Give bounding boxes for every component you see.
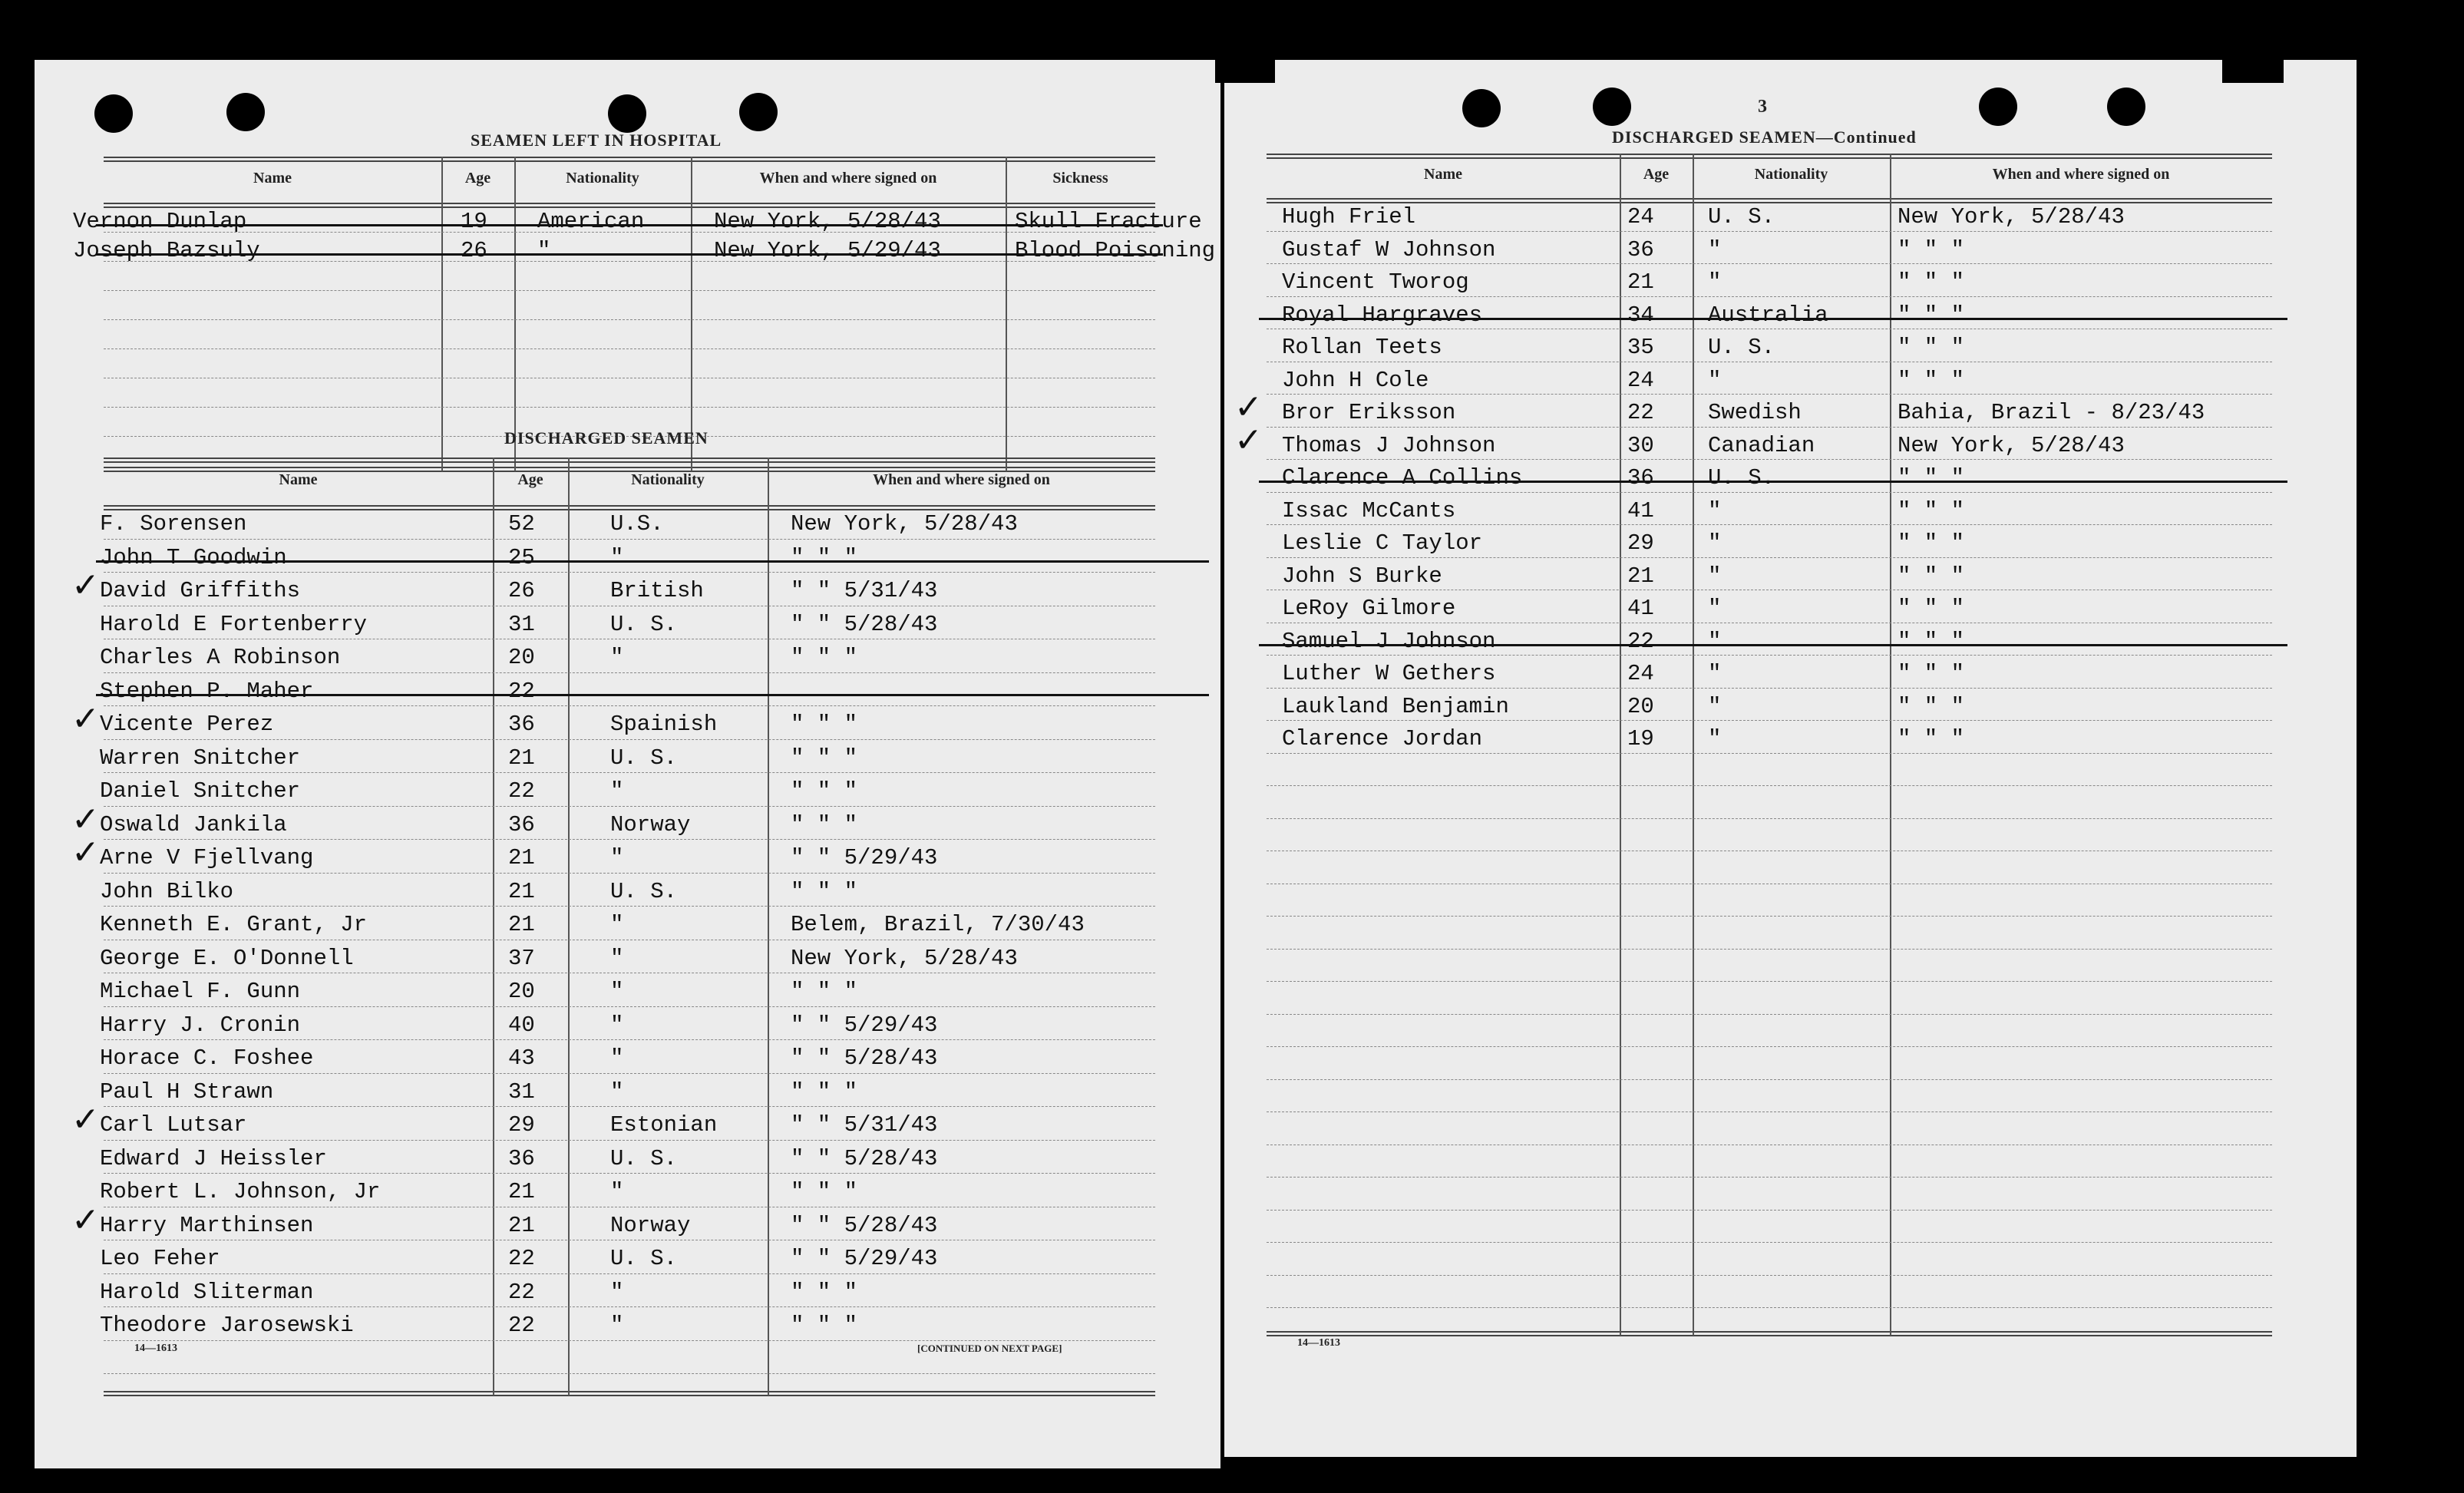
seaman-name: Harry Marthinsen	[100, 1212, 314, 1238]
signed-on: New York, 5/28/43	[1898, 432, 2125, 458]
punch-hole	[2107, 88, 2145, 126]
ruled-line	[104, 319, 1155, 320]
signed-on: New York, 5/29/43	[714, 238, 941, 263]
seaman-name: Edward J Heissler	[100, 1145, 327, 1171]
ruled-line	[104, 772, 1155, 773]
signed-on: " " 5/28/43	[791, 1212, 938, 1238]
signed-on: New York, 5/28/43	[714, 209, 941, 234]
seaman-name: Robert L. Johnson, Jr	[100, 1179, 381, 1204]
signed-on: " " "	[1898, 726, 1965, 751]
seaman-name: Theodore Jarosewski	[100, 1313, 354, 1338]
signed-on: " " 5/31/43	[791, 1112, 938, 1138]
seaman-nationality: "	[1708, 596, 1722, 621]
seaman-age: 37	[508, 945, 535, 971]
seaman-age: 25	[508, 544, 535, 570]
seaman-name: Hugh Friel	[1282, 204, 1416, 230]
hospital-title: SEAMEN LEFT IN HOSPITAL	[471, 130, 722, 150]
sickness: Skull Fracture	[1015, 209, 1202, 234]
ruled-line	[1267, 981, 2272, 982]
seaman-name: Warren Snitcher	[100, 745, 301, 771]
seaman-age: 22	[508, 1279, 535, 1305]
seaman-nationality: Swedish	[1708, 400, 1802, 425]
seaman-name: John Bilko	[100, 878, 234, 904]
column-header: Age	[517, 471, 543, 488]
seaman-nationality: "	[1708, 269, 1722, 295]
seaman-age: 52	[508, 511, 535, 537]
ruled-line	[104, 290, 1155, 291]
ruled-line	[1267, 1046, 2272, 1047]
column-divider	[691, 157, 692, 471]
table-header-rule	[104, 203, 1155, 208]
signed-on: " " "	[791, 712, 858, 737]
table-header-rule	[1267, 198, 2272, 203]
column-header: Nationality	[566, 170, 639, 187]
discharged-continued-table	[1234, 154, 2272, 1336]
seaman-age: 21	[508, 878, 535, 904]
signed-on: " " "	[1898, 367, 1965, 393]
seaman-age: 21	[508, 745, 535, 771]
seaman-nationality: U. S.	[610, 878, 678, 904]
right-page	[1224, 60, 2357, 1457]
ruled-line	[104, 1173, 1155, 1174]
seaman-name: LeRoy Gilmore	[1282, 596, 1456, 621]
signed-on: " " "	[791, 544, 858, 570]
ruled-line	[1267, 785, 2272, 786]
table-top-rule	[104, 157, 1155, 162]
seaman-nationality: "	[610, 544, 624, 570]
signed-on: " " 5/28/43	[791, 611, 938, 637]
seaman-age: 22	[508, 1246, 535, 1271]
signed-on: " " 5/29/43	[791, 845, 938, 870]
seaman-name: Carl Lutsar	[100, 1112, 247, 1138]
seaman-age: 22	[1627, 628, 1654, 654]
ruled-line	[1267, 1307, 2272, 1308]
seaman-age: 22	[1627, 400, 1654, 425]
seaman-name: Daniel Snitcher	[100, 778, 301, 804]
seaman-nationality: "	[1708, 497, 1722, 524]
left-page	[35, 60, 1220, 1468]
column-header: Nationality	[631, 471, 705, 488]
seaman-name: John S Burke	[1282, 563, 1442, 589]
signed-on: " " "	[791, 979, 858, 1004]
punch-hole	[1593, 88, 1631, 126]
signed-on: " " "	[791, 645, 858, 670]
ruled-line	[1267, 655, 2272, 656]
seaman-name: Arne V Fjellvang	[100, 845, 314, 870]
seaman-age: 22	[508, 678, 535, 704]
signed-on: " " "	[791, 1313, 858, 1338]
seaman-age: 36	[508, 811, 535, 837]
ruled-line	[104, 1073, 1155, 1074]
column-header: Name	[253, 170, 292, 187]
signed-on: " " "	[1898, 596, 1965, 621]
table-top-rule	[104, 457, 1155, 463]
ruled-line	[104, 1340, 1155, 1341]
checkmark-icon: ✓	[71, 699, 100, 738]
seaman-age: 30	[1627, 432, 1654, 458]
ruled-line	[104, 672, 1155, 673]
strikethrough-line	[96, 253, 1163, 256]
checkmark-icon: ✓	[71, 833, 100, 872]
ruled-line	[1267, 1014, 2272, 1015]
seaman-age: 40	[508, 1012, 535, 1038]
seaman-nationality: "	[610, 912, 624, 937]
seaman-nationality: "	[610, 945, 624, 971]
seaman-age: 24	[1627, 661, 1654, 686]
seaman-age: 36	[1627, 465, 1654, 491]
table-bottom-rule	[1267, 1331, 2272, 1336]
seaman-nationality: "	[610, 1279, 624, 1305]
ruled-line	[104, 1039, 1155, 1040]
seaman-age: 26	[508, 578, 535, 603]
seaman-name: Vicente Perez	[100, 712, 274, 737]
seaman-nationality: U. S.	[1708, 335, 1775, 360]
seaman-nationality: U. S.	[610, 611, 678, 637]
seaman-name: Laukland Benjamin	[1282, 693, 1509, 719]
seaman-name: Samuel J Johnson	[1282, 628, 1496, 654]
seaman-name: Leslie C Taylor	[1282, 530, 1483, 556]
ruled-line	[104, 739, 1155, 740]
ruled-line	[104, 705, 1155, 706]
seaman-nationality: "	[610, 1078, 624, 1105]
seaman-nationality: "	[1708, 628, 1722, 654]
seaman-age: 24	[1627, 204, 1654, 230]
seaman-age: 20	[1627, 693, 1654, 719]
seaman-nationality: "	[1708, 367, 1722, 393]
seaman-name: Clarence A Collins	[1282, 465, 1523, 491]
seaman-age: 20	[508, 645, 535, 670]
column-header: When and where signed on	[1992, 166, 2170, 183]
signed-on: " " "	[791, 745, 858, 771]
signed-on: " " "	[1898, 465, 1965, 491]
ruled-line	[1267, 459, 2272, 460]
table-header-rule	[104, 505, 1155, 510]
seaman-age: 22	[508, 778, 535, 804]
ruled-line	[104, 1106, 1155, 1107]
column-divider	[1006, 157, 1007, 471]
seaman-name: Michael F. Gunn	[100, 979, 301, 1004]
seaman-age: 20	[508, 979, 535, 1004]
punch-hole	[1462, 89, 1501, 127]
ruled-line	[1267, 1275, 2272, 1276]
seaman-name: Harold E Fortenberry	[100, 611, 368, 637]
signed-on: " " "	[1898, 530, 1965, 556]
ruled-line	[1267, 524, 2272, 525]
seaman-name: Horace C. Foshee	[100, 1045, 314, 1071]
column-divider	[1890, 154, 1891, 1336]
seaman-age: 36	[508, 1145, 535, 1171]
seaman-name: Royal Hargraves	[1282, 302, 1483, 328]
seaman-nationality: British	[610, 578, 704, 603]
seaman-name: Kenneth E. Grant, Jr	[100, 912, 368, 937]
column-header: Age	[464, 170, 491, 187]
seaman-nationality: "	[610, 1179, 624, 1204]
seaman-age: 21	[1627, 563, 1654, 589]
signed-on: " " "	[791, 1179, 858, 1204]
seaman-nationality: Norway	[610, 1212, 691, 1238]
discharged-continued-title: DISCHARGED SEAMEN—Continued	[1612, 127, 1917, 147]
signed-on: Belem, Brazil, 7/30/43	[791, 912, 1085, 937]
column-divider	[514, 157, 516, 471]
signed-on: " " "	[1898, 563, 1965, 589]
seaman-age: 19	[461, 209, 487, 234]
ruled-line	[104, 1273, 1155, 1274]
seaman-age: 19	[1627, 726, 1654, 751]
seaman-nationality: American	[537, 209, 645, 234]
signed-on: " " "	[1898, 628, 1965, 654]
signed-on: " " 5/28/43	[791, 1145, 938, 1171]
signed-on: " " 5/29/43	[791, 1246, 938, 1271]
seaman-nationality: "	[1708, 236, 1722, 263]
discharged-title: DISCHARGED SEAMEN	[504, 428, 708, 448]
ruled-line	[1267, 1177, 2272, 1178]
checkmark-icon: ✓	[1234, 388, 1263, 427]
ruled-line	[1267, 427, 2272, 428]
seaman-age: 41	[1627, 497, 1654, 524]
hospital-table	[73, 157, 1216, 471]
seaman-nationality: Spainish	[610, 712, 718, 737]
seaman-nationality: U. S.	[610, 745, 678, 771]
seaman-name: Charles A Robinson	[100, 645, 341, 670]
seaman-name: Issac McCants	[1282, 497, 1456, 524]
signed-on: " " "	[1898, 335, 1965, 360]
ruled-line	[104, 1006, 1155, 1007]
ruled-line	[1267, 231, 2272, 232]
strikethrough-line	[1259, 318, 2287, 320]
seaman-nationality: "	[610, 645, 624, 670]
seaman-age: 29	[508, 1112, 535, 1138]
ruled-line	[104, 407, 1155, 408]
column-header: Name	[1424, 166, 1462, 183]
punch-hole	[1979, 88, 2017, 126]
seaman-name: Vincent Tworog	[1282, 269, 1469, 295]
seaman-nationality: "	[610, 1012, 624, 1038]
ruled-line	[1267, 1111, 2272, 1112]
ruled-line	[1267, 263, 2272, 264]
ruled-line	[104, 348, 1155, 349]
seaman-age: 43	[508, 1045, 535, 1071]
seaman-nationality: U. S.	[610, 1246, 678, 1271]
page-number: 3	[1758, 97, 1767, 117]
column-header: When and where signed on	[873, 471, 1050, 488]
seaman-age: 35	[1627, 335, 1654, 360]
signed-on: New York, 5/28/43	[791, 511, 1018, 537]
column-divider	[441, 157, 443, 471]
ruled-line	[1267, 1079, 2272, 1080]
seaman-name: Paul H Strawn	[100, 1078, 274, 1105]
seaman-nationality: "	[1708, 693, 1722, 719]
signed-on: " " "	[791, 878, 858, 904]
seaman-name: Rollan Teets	[1282, 335, 1442, 360]
seaman-nationality: Canadian	[1708, 432, 1815, 458]
ruled-line	[1267, 688, 2272, 689]
column-divider	[568, 457, 570, 1396]
column-header: When and where signed on	[759, 170, 937, 187]
ruled-line	[104, 261, 1155, 262]
signed-on: " " "	[791, 1078, 858, 1105]
seaman-nationality: "	[610, 1313, 624, 1338]
column-header: Age	[1643, 166, 1670, 183]
seaman-name: Leo Feher	[100, 1246, 220, 1271]
signed-on: " " 5/31/43	[791, 578, 938, 603]
seaman-nationality: U. S.	[610, 1145, 678, 1171]
seaman-name: George E. O'Donnell	[100, 945, 354, 971]
seaman-nationality: "	[610, 1045, 624, 1071]
ruled-line	[1267, 492, 2272, 493]
signed-on: " " "	[791, 778, 858, 804]
checkmark-icon: ✓	[1234, 420, 1263, 460]
seaman-nationality: "	[610, 845, 624, 870]
column-header: Nationality	[1754, 166, 1828, 183]
strikethrough-line	[96, 694, 1209, 696]
signed-on: " " "	[1898, 302, 1965, 328]
seaman-nationality: "	[537, 238, 551, 263]
page-tab	[1215, 54, 1275, 83]
seaman-nationality: "	[610, 778, 624, 804]
column-divider	[1620, 154, 1621, 1336]
seaman-age: 21	[1627, 269, 1654, 295]
seaman-age: 24	[1627, 367, 1654, 393]
seaman-age: 31	[508, 611, 535, 637]
signed-on: " " "	[791, 811, 858, 837]
strikethrough-line	[1259, 644, 2287, 646]
ruled-line	[1267, 394, 2272, 395]
ruled-line	[104, 1373, 1155, 1374]
seaman-nationality: "	[1708, 563, 1722, 589]
seaman-nationality: "	[1708, 661, 1722, 686]
seaman-name: Harold Sliterman	[100, 1279, 314, 1305]
seaman-nationality: "	[610, 979, 624, 1004]
seaman-name: Stephen P. Maher	[100, 678, 314, 704]
ruled-line	[104, 839, 1155, 840]
page-tab	[2222, 54, 2284, 83]
seaman-age: 26	[461, 238, 487, 263]
continued-note: [CONTINUED ON NEXT PAGE]	[917, 1343, 1062, 1354]
checkmark-icon: ✓	[71, 1200, 100, 1240]
seaman-name: Bror Eriksson	[1282, 400, 1456, 425]
seaman-name: John T Goodwin	[100, 544, 287, 570]
seaman-nationality: Australia	[1708, 302, 1828, 328]
seaman-name: Joseph Bazsuly	[73, 238, 260, 263]
ruled-line	[104, 572, 1155, 573]
signed-on: " " "	[791, 1279, 858, 1305]
strikethrough-line	[96, 224, 1163, 226]
ruled-line	[1267, 818, 2272, 819]
seaman-name: Vernon Dunlap	[73, 209, 247, 234]
signed-on: New York, 5/28/43	[791, 945, 1018, 971]
column-header: Name	[279, 471, 318, 488]
seaman-nationality: "	[1708, 726, 1722, 751]
checkmark-icon: ✓	[71, 1100, 100, 1139]
column-header: Sickness	[1052, 170, 1108, 187]
table-top-rule	[1267, 154, 2272, 159]
punch-hole	[608, 94, 646, 133]
ruled-line	[1267, 1242, 2272, 1243]
seaman-name: F. Sorensen	[100, 511, 247, 537]
ruled-line	[1267, 557, 2272, 558]
checkmark-icon: ✓	[71, 799, 100, 839]
ruled-line	[104, 806, 1155, 807]
ruled-line	[1267, 296, 2272, 297]
seaman-nationality: U. S.	[1708, 465, 1775, 491]
seaman-nationality: Estonian	[610, 1112, 718, 1138]
ruled-line	[104, 539, 1155, 540]
ruled-line	[1267, 753, 2272, 754]
discharged-table	[71, 457, 1155, 1396]
seaman-name: Oswald Jankila	[100, 811, 287, 837]
seaman-age: 36	[1627, 236, 1654, 263]
ruled-line	[1267, 949, 2272, 950]
seaman-age: 41	[1627, 596, 1654, 621]
ruled-line	[104, 1306, 1155, 1307]
punch-hole	[226, 93, 265, 131]
seaman-age: 21	[508, 845, 535, 870]
seaman-age: 34	[1627, 302, 1654, 328]
column-divider	[1693, 154, 1694, 1336]
seaman-nationality: U. S.	[1708, 204, 1775, 230]
seaman-age: 36	[508, 712, 535, 737]
ruled-line	[1267, 720, 2272, 721]
checkmark-icon: ✓	[71, 566, 100, 605]
seaman-nationality: U.S.	[610, 511, 664, 537]
seaman-name: John H Cole	[1282, 367, 1429, 393]
strikethrough-line	[1259, 481, 2287, 483]
punch-hole	[94, 94, 133, 133]
signed-on: " " "	[1898, 497, 1965, 524]
seaman-age: 22	[508, 1313, 535, 1338]
seaman-nationality: "	[1708, 530, 1722, 556]
ruled-line	[104, 906, 1155, 907]
strikethrough-line	[96, 560, 1209, 563]
form-number: 14—1613	[1297, 1337, 1340, 1349]
signed-on: " " 5/28/43	[791, 1045, 938, 1071]
signed-on: Bahia, Brazil - 8/23/43	[1898, 400, 2205, 425]
seaman-name: Harry J. Cronin	[100, 1012, 301, 1038]
ruled-line	[1267, 1210, 2272, 1211]
signed-on: New York, 5/28/43	[1898, 204, 2125, 230]
signed-on: " " "	[1898, 661, 1965, 686]
signed-on: " " "	[1898, 693, 1965, 719]
seaman-name: Thomas J Johnson	[1282, 432, 1496, 458]
seaman-name: Luther W Gethers	[1282, 661, 1496, 686]
column-divider	[768, 457, 769, 1396]
seaman-name: Clarence Jordan	[1282, 726, 1483, 751]
seaman-age: 29	[1627, 530, 1654, 556]
signed-on: " " 5/29/43	[791, 1012, 938, 1038]
seaman-name: David Griffiths	[100, 578, 301, 603]
sickness: Blood Poisoning	[1015, 238, 1216, 263]
seaman-age: 21	[508, 1179, 535, 1204]
seaman-age: 31	[508, 1078, 535, 1105]
signed-on: " " "	[1898, 269, 1965, 295]
ruled-line	[104, 873, 1155, 874]
seaman-age: 21	[508, 1212, 535, 1238]
column-divider	[493, 457, 494, 1396]
table-bottom-rule	[104, 1391, 1155, 1396]
punch-hole	[739, 93, 778, 131]
form-number: 14—1613	[134, 1343, 177, 1354]
signed-on: " " "	[1898, 236, 1965, 263]
seaman-nationality: Norway	[610, 811, 691, 837]
ruled-line	[1267, 916, 2272, 917]
seaman-age: 21	[508, 912, 535, 937]
ruled-line	[104, 1140, 1155, 1141]
seaman-name: Gustaf W Johnson	[1282, 236, 1496, 263]
